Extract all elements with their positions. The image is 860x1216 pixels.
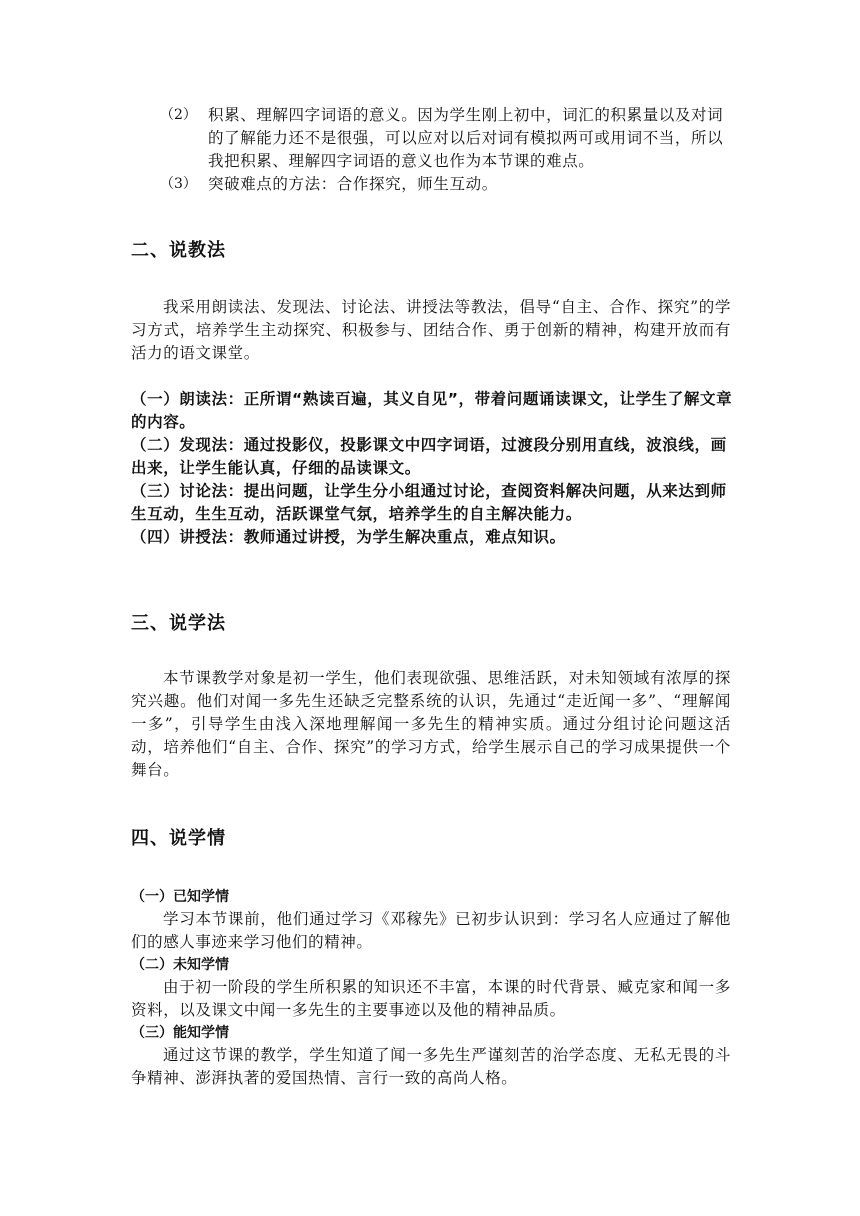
known-situation-text: 学习本节课前，他们通过学习《邓稼先》已初步认识到：学习名人应通过了解他们的感人事迹来学习他们的精神。 [131,910,731,951]
method-discovery: （二）发现法：通过投影仪，投影课文中四字词语，过渡段分别用直线，波浪线，画出来，让学生能认真，仔细的品读课文。 [131,436,727,477]
learning-methods-body: 本节课教学对象是初一学生，他们表现欲强、思维活跃，对未知领域有浓厚的探究兴趣。他们对闻一多先生还缺乏完整系统的认识，先通过“走近闻一多”、“理解闻一多”，引导学生由浅入深地理解闻一多先生的精神实质。通过分组讨论问题这活动，培养他们“自主、合作、探究”的学习方式，给学生展示自己的学习成果提供一个舞台。 [131,669,731,779]
method-discussion: （三）讨论法：提出问题，让学生分小组通过讨论，查阅资料解决问题，从来达到师生互动，生生互动，活跃课堂气氛，培养学生的自主解决能力。 [131,482,727,523]
known-situation-label: （一）已知学情 [131,889,229,905]
list-item-2-text: 积累、理解四字词语的意义。因为学生刚上初中，词汇的积累量以及对词的了解能力还不是很强，可以应对以后对词有模拟两可或用词不当，所以我把积累、理解四字词语的意义也作为本节课的难点。 [208,106,724,170]
unknown-situation-text: 由于初一阶段的学生所积累的知识还不丰富，本课的时代背景、臧克家和闻一多资料，以及课文中闻一多先生的主要事迹以及他的精神品质。 [131,978,731,1019]
list-item-3-text: 突破难点的方法：合作探究，师生互动。 [208,175,498,193]
list-number-2: （2） [160,107,197,123]
method-reading: （一）朗读法：正所谓“熟读百遍，其义自见”，带着问题诵读课文，让学生了解文章的内容。 [131,390,733,431]
section-heading-teaching-methods: 二、说教法 [131,240,226,261]
section-heading-learning-methods: 三、说学法 [131,613,226,634]
achievable-situation-text: 通过这节课的教学，学生知道了闻一多先生严谨刻苦的治学态度、无私无畏的斗争精神、澎湃执著的爱国热情、言行一致的高尚人格。 [131,1046,731,1087]
method-lecture: （四）讲授法：教师通过讲授，为学生解决重点，难点知识。 [131,528,566,546]
list-number-3: （3） [160,176,197,192]
teaching-methods-intro: 我采用朗读法、发现法、讨论法、讲授法等教法，倡导“自主、合作、探究”的学习方式，培养学生主动探究、积极参与、团结合作、勇于创新的精神，构建开放而有活力的语文课堂。 [131,298,731,362]
section-heading-student-situation: 四、说学情 [131,828,226,849]
unknown-situation-label: （二）未知学情 [131,957,229,973]
achievable-situation-label: （三）能知学情 [131,1025,229,1041]
